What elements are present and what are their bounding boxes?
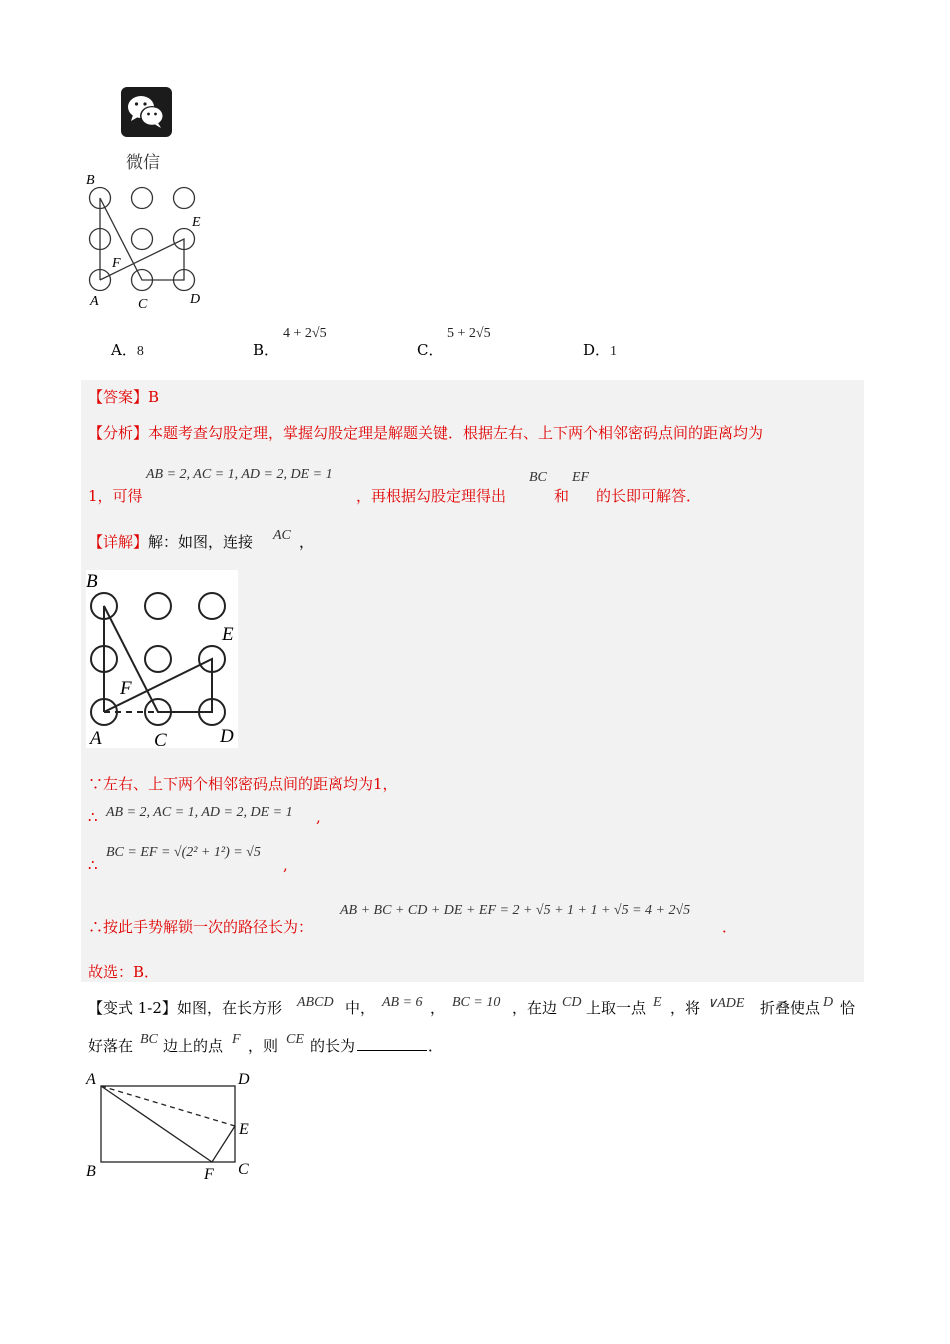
step-therefore3-end: ． — [722, 918, 738, 936]
option-c — [417, 339, 443, 360]
variant-line-2b: 边上的点 — [163, 1037, 224, 1055]
variant-tri: ∨ADE — [707, 996, 745, 1011]
variant-line-2e: ． — [428, 1037, 444, 1055]
analysis-text-1: 本题考查勾股定理，掌握勾股定理是解题关键．根据左右、上下两个相邻密码点间的距离均为 — [148, 424, 764, 442]
option-b-letter: B． — [253, 341, 280, 359]
step-therefore1-end: , — [316, 808, 321, 826]
variant-e: E — [653, 995, 662, 1010]
label-F: F — [120, 678, 132, 699]
variant-text-8: 恰 — [840, 999, 856, 1017]
option-d — [583, 339, 617, 360]
label-C: C — [154, 730, 167, 750]
label-C: C — [138, 297, 148, 310]
detail-comma: ， — [299, 533, 315, 551]
step-therefore3: ∴按此手势解锁一次的路径长为： — [88, 918, 314, 936]
variant-text-7: 折叠使点 — [760, 999, 821, 1017]
option-d-letter: D． — [583, 341, 611, 359]
wechat-caption: 微信 — [126, 153, 160, 173]
variant-tag: 【变式 1-2】 — [88, 999, 177, 1017]
answer-blank — [357, 1036, 427, 1051]
figure-solution — [86, 570, 238, 750]
variant-d: D — [823, 995, 834, 1010]
variant-text-5: 上取一点 — [586, 999, 647, 1017]
answer-tag: 【答案】 — [88, 388, 149, 406]
step-therefore1-sym: ∴ — [88, 808, 98, 826]
label-F: F — [204, 1166, 214, 1183]
analysis-text-2a: 1，可得 — [88, 487, 143, 505]
option-b-value: 4 + 2√5 — [283, 326, 327, 341]
step-therefore2-end: , — [283, 856, 288, 874]
step-because: ∵左右、上下两个相邻密码点间的距离均为1， — [88, 775, 398, 793]
variant-line-1 — [88, 997, 282, 1018]
label-A: A — [90, 728, 102, 749]
variant-text-6: ，将 — [670, 999, 701, 1017]
label-D: D — [190, 292, 201, 307]
wechat-icon — [121, 87, 172, 137]
variant-f: F — [232, 1032, 241, 1047]
analysis-text-2b: ，再根据勾股定理得出 — [356, 487, 507, 505]
analysis-line-1 — [88, 422, 763, 443]
variant-text-3: ， — [430, 999, 446, 1017]
option-c-value: 5 + 2√5 — [447, 326, 491, 341]
detail-line — [88, 531, 253, 552]
variant-line-2c: ，则 — [248, 1037, 279, 1055]
step-therefore2: BC = EF = √(2² + 1²) = √5 — [106, 845, 261, 860]
label-F: F — [112, 256, 121, 271]
option-a — [111, 339, 144, 360]
label-E: E — [192, 215, 201, 230]
label-E: E — [222, 624, 234, 645]
step-conclusion: 故选：B． — [88, 963, 160, 981]
step-therefore3-formula: AB + BC + CD + DE + EF = 2 + √5 + 1 + 1 + √5 = 4 + 2√5 — [340, 903, 691, 918]
answer-value: B — [148, 388, 160, 406]
variant-bc: BC = 10 — [452, 995, 501, 1010]
label-B: B — [86, 1163, 96, 1180]
label-E: E — [239, 1121, 249, 1138]
label-A: A — [86, 1071, 96, 1088]
detail-tag: 【详解】 — [88, 533, 149, 551]
option-d-value: 1 — [610, 344, 618, 359]
figure-rectangle — [84, 1066, 264, 1186]
analysis-ef: EF — [572, 470, 590, 485]
label-D: D — [238, 1071, 250, 1088]
variant-ce: CE — [286, 1032, 304, 1047]
label-B: B — [86, 571, 98, 592]
detail-text: 解：如图，连接 — [148, 533, 254, 551]
analysis-formula: AB = 2, AC = 1, AD = 2, DE = 1 — [146, 467, 333, 482]
variant-text-2: 中， — [345, 999, 376, 1017]
analysis-he: 和 — [554, 487, 570, 505]
step-therefore2-sym: ∴ — [88, 856, 98, 874]
variant-bc2: BC — [140, 1032, 158, 1047]
variant-line-2d: 的长为 — [310, 1037, 356, 1055]
variant-line-2a: 好落在 — [88, 1037, 134, 1055]
option-a-letter: A． — [111, 341, 137, 359]
option-b — [253, 339, 279, 360]
label-A: A — [90, 294, 99, 309]
analysis-tag: 【分析】 — [88, 424, 149, 442]
analysis-text-2c: 的长即可解答． — [596, 487, 702, 505]
option-c-letter: C． — [417, 341, 444, 359]
variant-cd: CD — [562, 995, 582, 1010]
variant-ab: AB = 6 — [382, 995, 423, 1010]
figure-gesture-lock — [84, 170, 214, 310]
answer-line — [88, 386, 159, 407]
detail-ac: AC — [273, 528, 291, 543]
variant-text: 如图，在长方形 — [176, 999, 282, 1017]
label-B: B — [86, 173, 95, 188]
step-therefore1: AB = 2, AC = 1, AD = 2, DE = 1 — [106, 805, 293, 820]
variant-abcd: ABCD — [297, 995, 334, 1010]
label-D: D — [220, 726, 234, 747]
label-C: C — [238, 1161, 249, 1178]
variant-text-4: ，在边 — [512, 999, 558, 1017]
option-a-value: 8 — [136, 344, 144, 359]
analysis-bc: BC — [529, 470, 547, 485]
